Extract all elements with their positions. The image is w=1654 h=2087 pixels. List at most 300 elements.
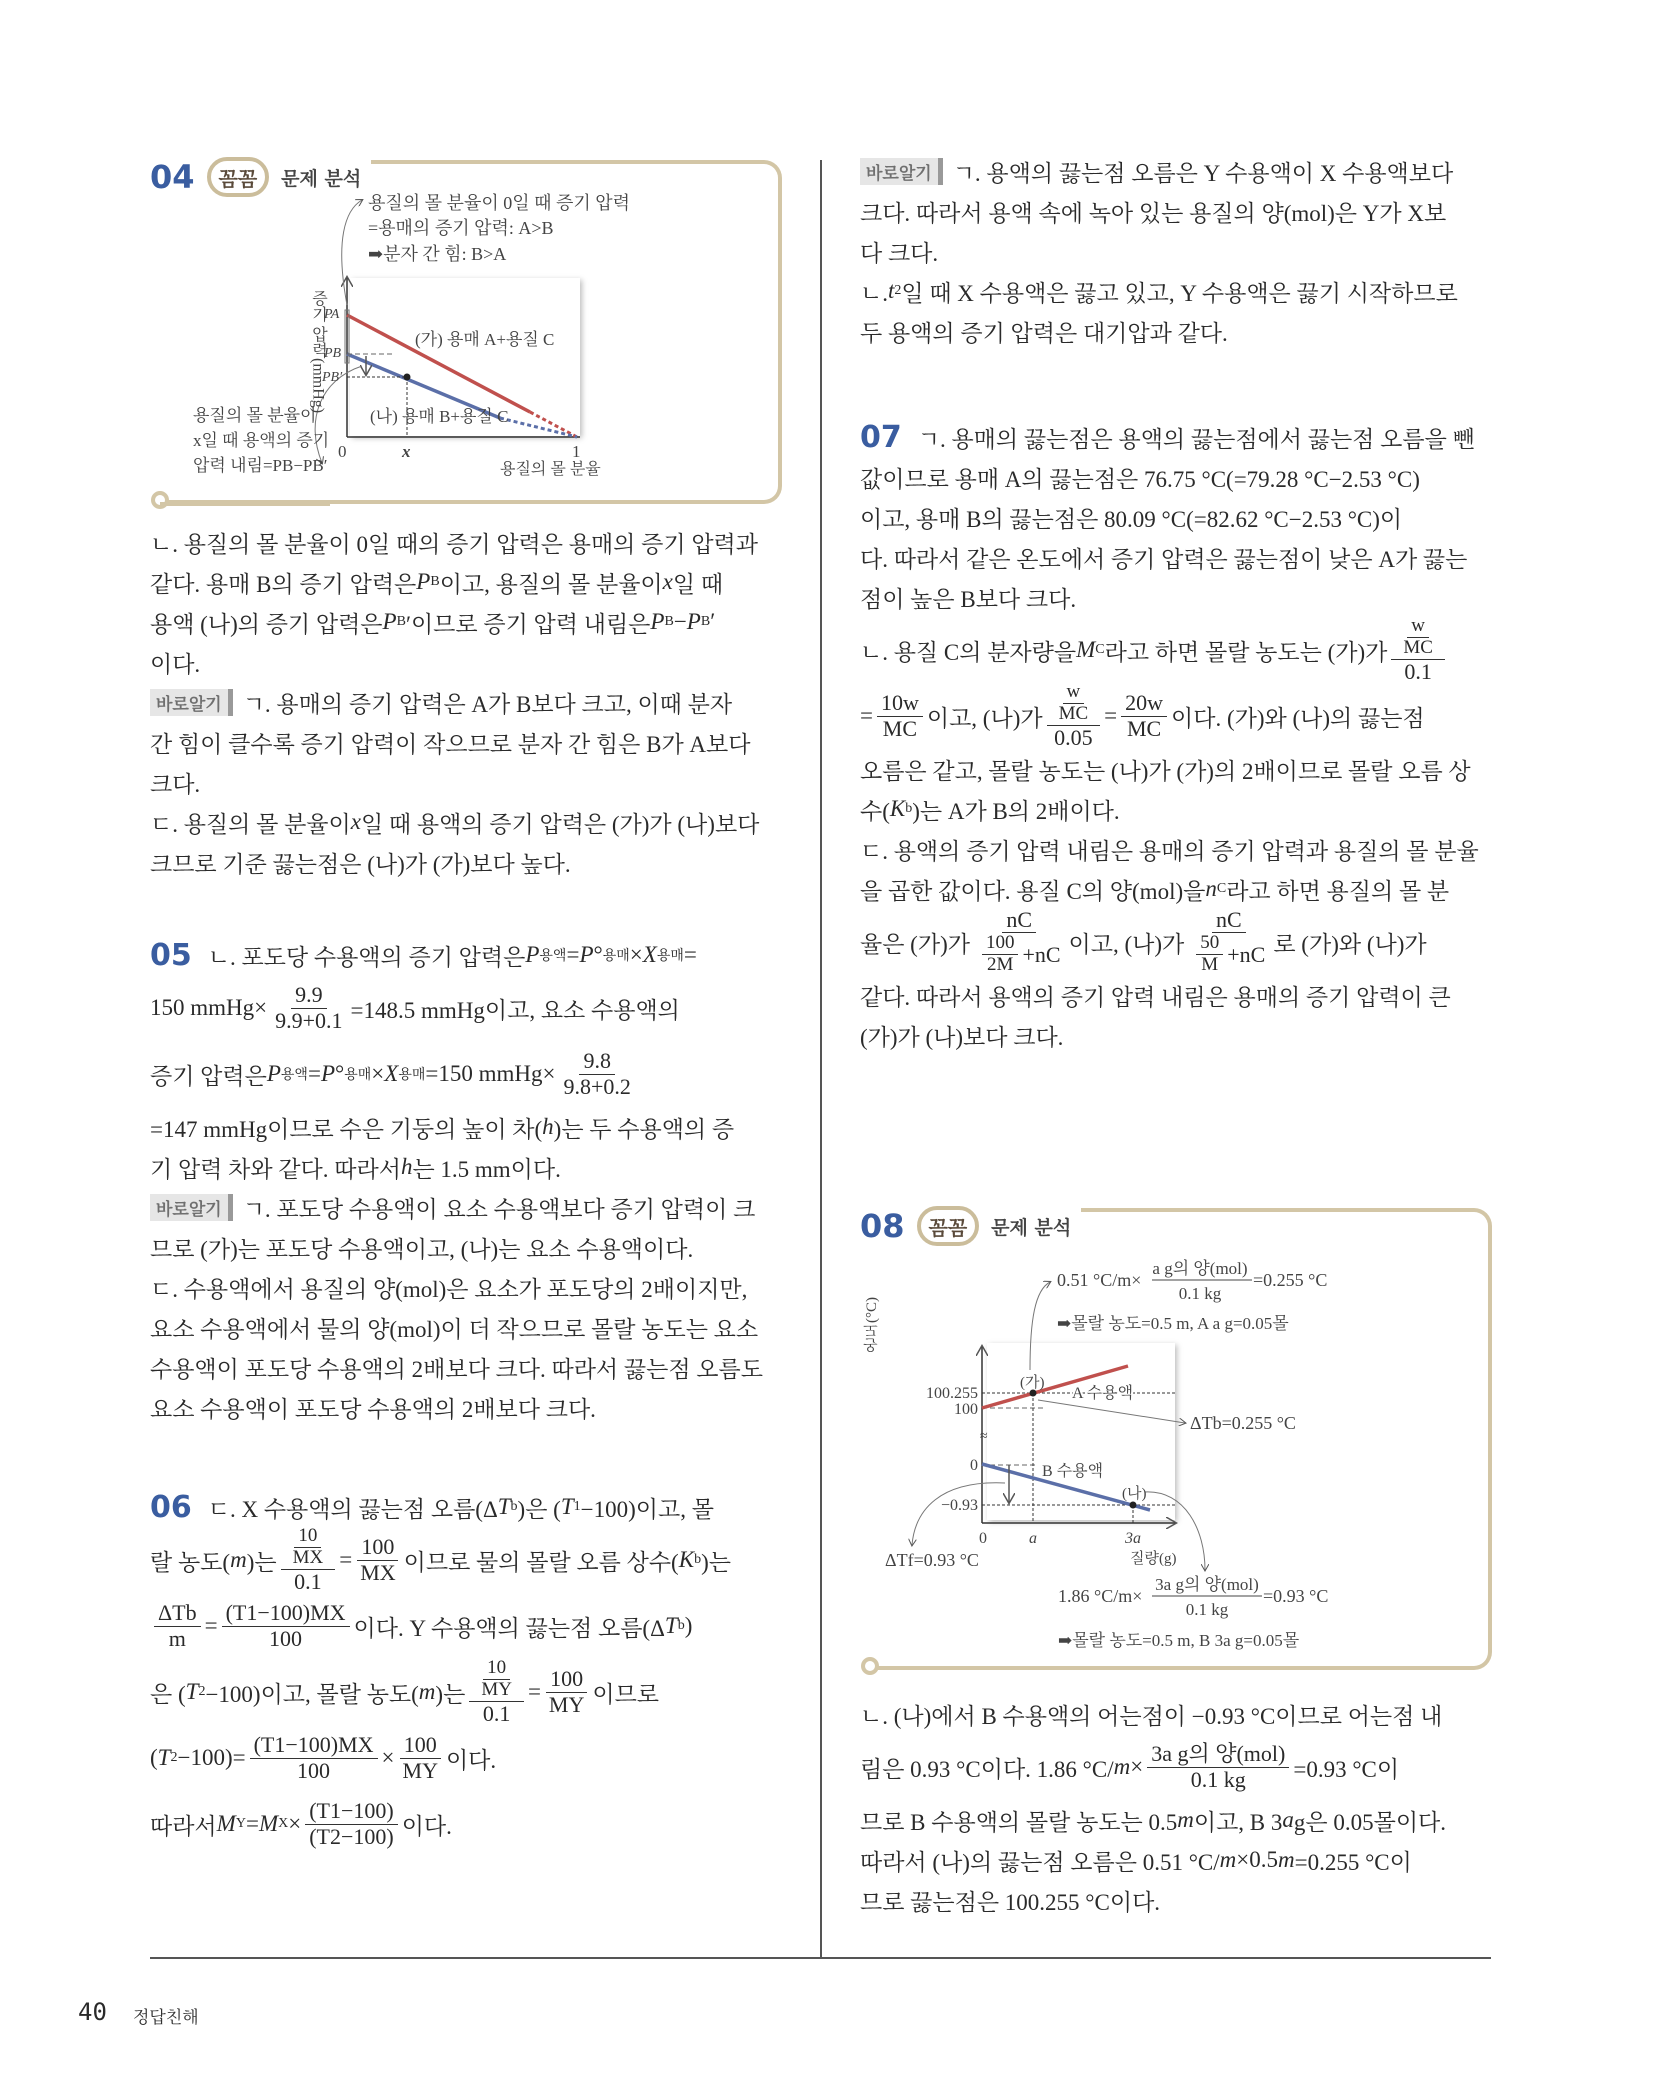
math-var: M [1076,637,1096,662]
text-run: )는 두 수용액의 증 [553,1116,735,1142]
math-var: h [400,1154,413,1179]
text-run: ㄴ. (나)에서 B 수용액의 어는점이 −0.93 °C이므로 어는점 내 [860,1703,1443,1729]
math-var: M [258,1811,279,1836]
subscript: 2 [894,283,902,298]
math-var: T [157,1745,171,1770]
text-run: ㄷ. X 수용액의 끓는점 오름(Δ [207,1496,498,1522]
note-top-2: =용매의 증기 압력: A>B [368,218,554,238]
numerator: (T1−100) [305,1799,398,1824]
math-var: X [384,1061,399,1086]
vapor-pressure-graph [193,192,630,478]
subscript: C [1095,642,1105,657]
text-run: 따라서 [150,1813,217,1839]
fraction [399,1733,442,1782]
denominator: 100 [297,1757,331,1783]
numerator: nC [1212,908,1246,933]
text-run: 이므로 [592,1681,660,1707]
text-run: −100)이고, 몰랄 농도( [205,1681,419,1707]
text-line [860,1840,1446,1880]
numerator [1047,682,1101,726]
denominator: MC [1058,702,1089,724]
numerator: 10w [877,691,923,716]
text-run: =147 mmHg이므로 수은 기둥의 높이 차( [150,1116,543,1142]
numerator: (T1−100)MX [222,1601,350,1626]
text-run: −100)= [177,1745,246,1770]
y-tick-pa: PA [324,307,340,322]
text-line [150,1347,763,1387]
denominator: (T2−100) [309,1823,394,1849]
text-line [860,749,1479,789]
text-run: 라고 하면 몰랄 농도는 (가)가 [1104,639,1388,665]
text-run: 이다. Y 수용액의 끓는점 오름(Δ [353,1615,665,1641]
text-run: 이고, (나)가 [926,705,1043,731]
fraction [154,1601,201,1650]
text-run: ° [335,1061,345,1086]
numerator [281,1526,336,1570]
calc-a-left: 0.51 °C/m× [1057,1270,1142,1290]
text-run: 요소 수용액이 포도당 수용액의 2배보다 크다. [150,1396,596,1422]
y-tick: 100 [954,1401,978,1418]
text-run: 로 (가)와 (나)가 [1273,931,1427,957]
denominator: 9.9+0.1 [275,1007,343,1033]
text-line [150,1527,731,1593]
answer-08-text [860,1694,1446,1920]
text-run: )는 A가 B의 2배이다. [912,798,1120,824]
text-run: )는 [435,1681,466,1707]
text-line [860,909,1479,975]
math-var: P [320,1061,336,1086]
text-line [150,1187,763,1227]
point-ga-label: (가) [1020,1375,1045,1391]
text-run: 이고, 용매 B의 끓는점은 80.09 °C(=82.62 °C−2.53 °C)이 [860,506,1403,532]
denominator: MY [481,1678,512,1700]
fraction [1047,682,1101,750]
text-line [860,271,1458,311]
fraction [1188,908,1269,976]
math-var: P [525,942,540,967]
text-line [150,562,759,602]
text-line [150,522,759,562]
subscript: 2 [198,1684,206,1699]
problem-number: 04 [150,158,195,196]
text-run: 용액 (나)의 증기 압력은 [150,611,383,637]
subscript: X [278,1816,289,1831]
math-var: m [1219,1847,1237,1872]
numerator: 9.9 [291,983,327,1008]
subscript: b [905,801,913,816]
fraction [1391,616,1445,684]
math-var: P [579,942,594,967]
text-line [860,497,1479,537]
text-run: 같다. 용매 B의 증기 압력은 [150,571,417,597]
text-line [860,191,1458,231]
text-line [150,842,759,882]
subscript: 2 [170,1750,178,1765]
numerator: 20w [1121,691,1167,716]
text-run: 요소 수용액에서 물의 양(mol)이 더 작으므로 몰랄 농도는 요소 [150,1316,759,1342]
kkomkkom-badge: 꼼꼼 [917,1206,980,1246]
text-run: −100)이고, 몰 [580,1496,714,1522]
fraction [271,983,346,1032]
x-axis-label: 용질의 몰 분율 [500,461,601,478]
text-run: 기 압력 차와 같다. 따라서 [150,1156,401,1182]
math-var: X [642,942,657,967]
text-run: 이고, (나)가 [1068,931,1185,957]
text-run: ㄱ. 용액의 끓는점 오름은 Y 수용액이 X 수용액보다 [952,160,1454,186]
x-tick-0: 0 [338,442,347,461]
text-run: × [371,1061,385,1086]
kkomkkom-badge: 꼼꼼 [207,157,270,197]
text-run: ㄱ. 용매의 끓는점은 용액의 끓는점에서 끓는점 오름을 뺀 [917,426,1475,452]
text-line [150,935,763,975]
text-run: 두 용액의 증기 압력은 대기압과 같다. [860,320,1228,346]
text-line [860,1800,1446,1840]
denominator: 9.8+0.2 [563,1073,631,1099]
text-line [860,829,1479,869]
numerator: 100 [400,1733,441,1758]
denominator [1188,933,1269,976]
text-run: =0.255 °C이 [1294,1849,1412,1875]
subscript: B [700,614,711,629]
text-run: 일 때 X 수용액은 끓고 있고, Y 수용액은 끓기 시작하므로 [901,280,1458,306]
subscript: Y [235,1816,246,1831]
text-run: ° [593,942,603,967]
math-var: T [497,1494,511,1519]
numerator: 50 [1196,933,1223,955]
numerator: 100 [982,933,1019,955]
text-run: 라고 하면 용질의 몰 분 [1226,878,1450,904]
y-axis-label: 온도(°C) [864,1297,880,1353]
text-run: = [245,1811,259,1836]
text-run: 림은 0.93 °C이다. 1.86 °C/ [860,1756,1114,1782]
numerator: 100 [357,1535,398,1560]
math-var: P [650,609,665,634]
y-tick-pb: PB [324,346,342,361]
text-line [860,1880,1446,1920]
baro-algi-badge: 바로알기 [150,1194,233,1221]
text-run: 다 크다. [860,240,939,266]
y-tick: 100.255 [926,1385,978,1402]
text-run: 이다. (가)와 (나)의 끓는점 [1171,705,1425,731]
fraction [1055,682,1093,725]
fraction [356,1535,399,1584]
math-var: m [1177,1807,1194,1832]
math-var: T [560,1494,574,1519]
text-run: 수용액이 포도당 수용액의 2배보다 크다. 따라서 끓는점 오름도 [150,1356,763,1382]
temperature-mass-graph [864,1258,1329,1650]
text-line [860,417,1479,457]
math-var: x [350,809,361,834]
numerator: w [1063,682,1085,704]
math-var: m [418,1679,436,1704]
denominator: 0.1 kg [1190,1766,1246,1792]
subscript: 1 [573,1499,581,1514]
text-run: )은 ( [517,1496,561,1522]
point-na-label: (나) [1122,1486,1147,1502]
text-run: ( [150,1745,158,1770]
text-run: ㄴ. 용질의 몰 분율이 0일 때의 증기 압력은 용매의 증기 압력과 [150,531,758,557]
denominator: MX [360,1559,396,1585]
box-corner-dot [863,1659,877,1673]
calc-b-left: 1.86 °C/m× [1058,1586,1143,1606]
denominator: MY [402,1757,438,1783]
text-line [150,1725,731,1791]
text-run: = [204,1613,218,1638]
text-run: 점이 높은 B보다 크다. [860,586,1077,612]
note-left-3: 압력 내림=PB−PB′ [193,456,328,475]
text-line [150,1659,731,1725]
x-tick-x: x [402,442,411,461]
text-run: ) [684,1613,693,1638]
math-var: m [1113,1754,1131,1779]
numerator: 100 [546,1667,587,1692]
text-run: 간 힘이 클수록 증기 압력이 작으므로 분자 간 힘은 B가 A보다 [150,731,751,757]
numerator: 9.8 [579,1049,615,1074]
problem-number: 05 [150,937,192,973]
text-line [150,1227,763,1267]
math-var: h [542,1114,554,1139]
x-tick: 3a [1125,1530,1141,1547]
text-run: × [381,1745,395,1770]
text-run: ′이므로 증기 압력 내림은 [405,611,651,637]
text-run: 값이므로 용매 A의 끓는점은 76.75 °C(=79.28 °C−2.53 °C) [860,466,1420,492]
x-tick: 0 [979,1530,987,1547]
denominator: 2M [987,954,1014,976]
text-run: +nC [1022,941,1061,967]
text-run: ㄷ. 용액의 증기 압력 내림은 용매의 증기 압력과 용질의 몰 분율 [860,838,1479,864]
text-line [860,1694,1446,1734]
math-var: n [1205,876,1217,901]
subscript: 용매 [344,1068,372,1083]
fraction [559,1049,634,1098]
math-var: P [686,609,701,634]
subscript: B [430,574,440,589]
text-line [150,1387,763,1427]
text-line [150,802,759,842]
text-run: 일 때 [672,571,724,597]
text-line [150,1307,763,1347]
text-run: ㄱ. 포도당 수용액이 요소 수용액보다 증기 압력이 크 [242,1196,756,1222]
text-run: 은 ( [150,1681,186,1707]
analysis-label: 문제 분석 [281,167,362,190]
fraction [974,908,1065,976]
y-tick: 0 [970,1457,978,1474]
series-a-label: (가) 용매 A+용질 C [415,330,555,349]
subscript: 용액 [539,949,567,964]
calc-a-num: a g의 양(mol) [1152,1259,1248,1278]
answer-07-text [860,417,1479,1055]
fraction [289,1526,328,1569]
text-line [860,1734,1446,1800]
fraction [1121,691,1167,740]
analysis-label: 문제 분석 [991,1216,1072,1239]
text-line [860,577,1479,617]
text-run: 크다. 따라서 용액 속에 녹아 있는 용질의 양(mol)은 Y가 X보 [860,200,1447,226]
text-line [150,1147,763,1187]
text-run: 150 mmHg× [150,995,268,1020]
text-run: 랄 농도( [150,1549,231,1575]
series-a-label: A 수용액 [1072,1385,1134,1402]
math-var: t [887,278,895,303]
text-run: = [566,942,580,967]
baro-algi-badge: 바로알기 [150,689,233,716]
text-run: ㄷ. 용질의 몰 분율이 [150,811,351,837]
series-b-label: B 수용액 [1042,1463,1104,1480]
text-run: ′ [710,609,716,634]
math-var: K [889,796,906,821]
denominator: MC [882,715,918,741]
problem-number: 07 [860,419,902,455]
text-run: = [339,1547,353,1572]
text-run: 이고, 용질의 몰 분율이 [439,571,663,597]
fraction [1147,1742,1289,1791]
denominator: M [1201,954,1219,976]
fraction [469,1658,524,1726]
text-run: 율은 (가)가 [860,931,970,957]
text-line [860,975,1479,1015]
text-line [860,1015,1479,1055]
math-var: T [664,1613,678,1638]
text-line [150,1267,763,1307]
text-run: )는 [246,1549,277,1575]
y-tick-pb-prime: PB′ [322,370,343,385]
math-var: a [1282,1807,1294,1832]
text-line [860,869,1479,909]
text-line [150,682,759,722]
x-axis-label: 질량(g) [1130,1551,1177,1567]
text-run: × [629,942,643,967]
text-run: 는 1.5 mm이다. [412,1156,561,1182]
text-run: = [860,703,873,728]
x-tick-1: 1 [572,442,581,461]
fraction [1196,933,1223,976]
text-run: 크므로 기준 끓는점은 (나)가 (가)보다 높다. [150,851,571,877]
text-line [860,457,1479,497]
text-line [860,683,1479,749]
text-run: = [683,942,697,967]
math-var: P [382,609,397,634]
svg-text:≈: ≈ [980,1429,988,1444]
text-run: = [527,1679,541,1704]
text-run: 다. 따라서 같은 온도에서 증기 압력은 끓는점이 낮은 A가 끓는 [860,546,1468,572]
denominator: 0.1 [1404,658,1432,684]
subscript: B [396,614,406,629]
denominator: 0.05 [1054,724,1093,750]
text-run: (가)가 (나)보다 크다. [860,1024,1064,1050]
text-run: =0.93 °C이 [1293,1756,1400,1782]
text-run: = [307,1061,321,1086]
text-run: 이고, B 3 [1193,1809,1283,1835]
text-line [150,1107,763,1147]
text-run: 수( [860,798,890,824]
calc-a-den: 0.1 kg [1178,1284,1222,1303]
problem-number: 08 [860,1207,905,1245]
series-b-label: (나) 용매 B+용질 C [370,407,509,426]
subscript: C [1216,881,1227,896]
subscript: b [510,1499,518,1514]
answer-06-text [150,1487,731,1857]
text-line [150,1041,763,1107]
text-run: × [1130,1754,1144,1779]
calc-a-result: ➡몰랄 농도=0.5 m, A a g=0.05몰 [1057,1314,1289,1333]
y-tick: −0.93 [940,1497,978,1514]
text-run: ㄴ. [860,280,888,306]
subscript: 용매 [602,949,630,964]
text-run: × [288,1811,302,1836]
subscript: 용매 [398,1068,426,1083]
numerator: 3a g의 양(mol) [1147,1742,1289,1767]
x-tick: a [1029,1530,1037,1547]
text-run: =150 mmHg× [425,1061,556,1086]
baro-algi-badge: 바로알기 [860,158,943,185]
denominator: m [168,1625,186,1651]
text-run: +nC [1227,941,1266,967]
text-run: ㄴ. 포도당 수용액의 증기 압력은 [207,944,526,970]
numerator: ΔTb [154,1601,201,1626]
calc-b-num: 3a g의 양(mol) [1155,1575,1259,1594]
math-var: K [678,1547,695,1572]
denominator: MC [1403,636,1433,658]
text-line [150,762,759,802]
fraction [281,1526,336,1594]
text-run: 같다. 따라서 용액의 증기 압력 내림은 용매의 증기 압력이 큰 [860,984,1451,1010]
y-axis-label: 증기 압력(mmHg) [309,290,327,414]
text-run: 증기 압력은 [150,1063,267,1089]
denominator: MX [292,1546,324,1568]
numerator: 10 [483,1658,510,1680]
text-line [860,151,1458,191]
fraction [477,1658,516,1701]
fraction [545,1667,588,1716]
note-left-2: x일 때 용액의 증기 [193,431,330,450]
math-var: T [185,1679,199,1704]
text-run: ㄴ. 용질 C의 분자량을 [860,639,1077,665]
denominator: MC [1126,715,1162,741]
numerator [469,1658,524,1702]
text-line [150,1791,731,1857]
text-run: − [673,609,687,634]
numerator: w [1407,616,1429,638]
calc-b-result: ➡몰랄 농도=0.5 m, B 3a g=0.05몰 [1058,1631,1300,1650]
text-line [150,1487,731,1527]
text-run: 므로 B 수용액의 몰랄 농도는 0.5 [860,1809,1178,1835]
text-line [860,311,1458,351]
text-run: ×0.5 [1236,1847,1279,1872]
text-run: 이다. [445,1747,497,1773]
text-run: ㄱ. 용매의 증기 압력은 A가 B보다 크고, 이때 분자 [242,691,733,717]
subscript: B [664,614,674,629]
math-var: m [230,1547,247,1572]
calc-a-right: =0.255 °C [1253,1270,1328,1290]
text-run: ㄷ. 수용액에서 용질의 양(mol)은 요소가 포도당의 2배이지만, [150,1276,748,1302]
text-run: 따라서 (나)의 끓는점 오름은 0.51 °C/ [860,1849,1220,1875]
text-line [860,231,1458,271]
delta-tf: ΔTf=0.93 °C [885,1550,979,1570]
subscript: 용액 [280,1068,308,1083]
footer-rule [150,1957,1491,1959]
text-run: 을 곱한 값이다. 용질 C의 양(mol)을 [860,878,1206,904]
text-run: 이다. [150,651,201,677]
page-number: 40 [78,1998,107,2026]
problem-number: 06 [150,1489,192,1525]
text-run: 오름은 같고, 몰랄 농도는 (나)가 (가)의 2배이므로 몰랄 오름 상 [860,758,1471,784]
text-run: 므로 끓는점은 100.255 °C이다. [860,1889,1161,1915]
text-run: = [1104,703,1118,728]
text-run: 므로 (가)는 포도당 수용액이고, (나)는 요소 수용액이다. [150,1236,694,1262]
delta-tb: ΔTb=0.255 °C [1190,1413,1296,1433]
text-run: g은 0.05몰이다. [1293,1809,1447,1835]
fraction [250,1733,378,1782]
